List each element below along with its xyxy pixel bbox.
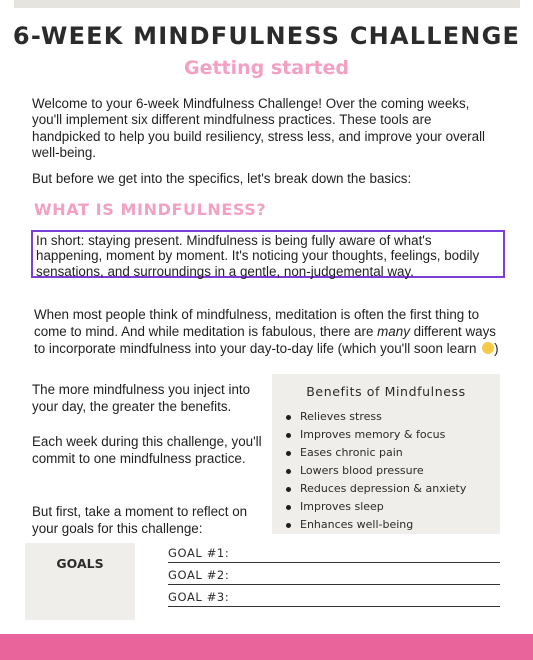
- page-title: 6-WEEK MINDFULNESS CHALLENGE: [12, 22, 521, 50]
- smiley-emoji-icon: [482, 342, 494, 354]
- benefits-intro-text: The more mindfulness you inject into your day, the greater the benefits.: [32, 382, 251, 414]
- reflection-prompt: But first, take a moment to reflect on your goals for this challenge:: [32, 504, 248, 536]
- benefits-panel: [272, 374, 500, 534]
- definition-text: In short: staying present. Mindfulness is being fully aware of what's happening, moment by moment. It's noticing your thoughts, feelings, bodily sensations, and surroundings in a gentle, non-judgemental way.: [36, 233, 480, 279]
- goal-3-line[interactable]: GOAL #3:: [168, 589, 500, 607]
- bottom-decorative-bar: [0, 634, 533, 660]
- emphasis-word: many: [377, 324, 410, 339]
- benefit-item: Lowers blood pressure: [284, 462, 466, 480]
- page-subtitle: Getting started: [183, 57, 350, 79]
- benefit-item: Eases chronic pain: [284, 444, 466, 462]
- meditation-text-end: different ways to incorporate mindfulness into your day-to-day life (which you'll soon learn: [34, 324, 496, 356]
- commitment-text: Each week during this challenge, you'll commit to one mindfulness practice.: [32, 434, 262, 466]
- intro-paragraph: Welcome to your 6-week Mindfulness Challenge! Over the coming weeks, you'll implement six different mindfulness practices. These tools are handpicked to help you build resiliency, stress less, and improve your overall well-being.: [32, 96, 486, 161]
- goals-label: GOALS: [56, 556, 104, 571]
- meditation-paragraph: [34, 306, 508, 357]
- benefits-title: Benefits of Mindfulness: [306, 384, 466, 399]
- goal-2-line[interactable]: GOAL #2:: [168, 567, 500, 585]
- benefit-item: Enhances well-being: [284, 516, 466, 534]
- definition-highlight: [31, 230, 505, 278]
- benefit-item: Improves sleep: [284, 498, 466, 516]
- intro-transition: But before we get into the specifics, let's break down the basics:: [32, 171, 412, 186]
- benefit-item: Improves memory & focus: [284, 426, 466, 444]
- meditation-text-start: When most people think of mindfulness, meditation is often the first thing to come to mind. And while meditation is fabulous, there are: [34, 307, 480, 339]
- closing-paren: ): [494, 341, 499, 356]
- benefit-item: Relieves stress: [284, 408, 466, 426]
- section-heading: WHAT IS MINDFULNESS?: [34, 200, 267, 219]
- top-decorative-bar: [14, 0, 520, 8]
- goals-box: [25, 543, 135, 620]
- benefit-item: Reduces depression & anxiety: [284, 480, 466, 498]
- goal-1-line[interactable]: GOAL #1:: [168, 545, 500, 563]
- benefits-list: [284, 408, 466, 534]
